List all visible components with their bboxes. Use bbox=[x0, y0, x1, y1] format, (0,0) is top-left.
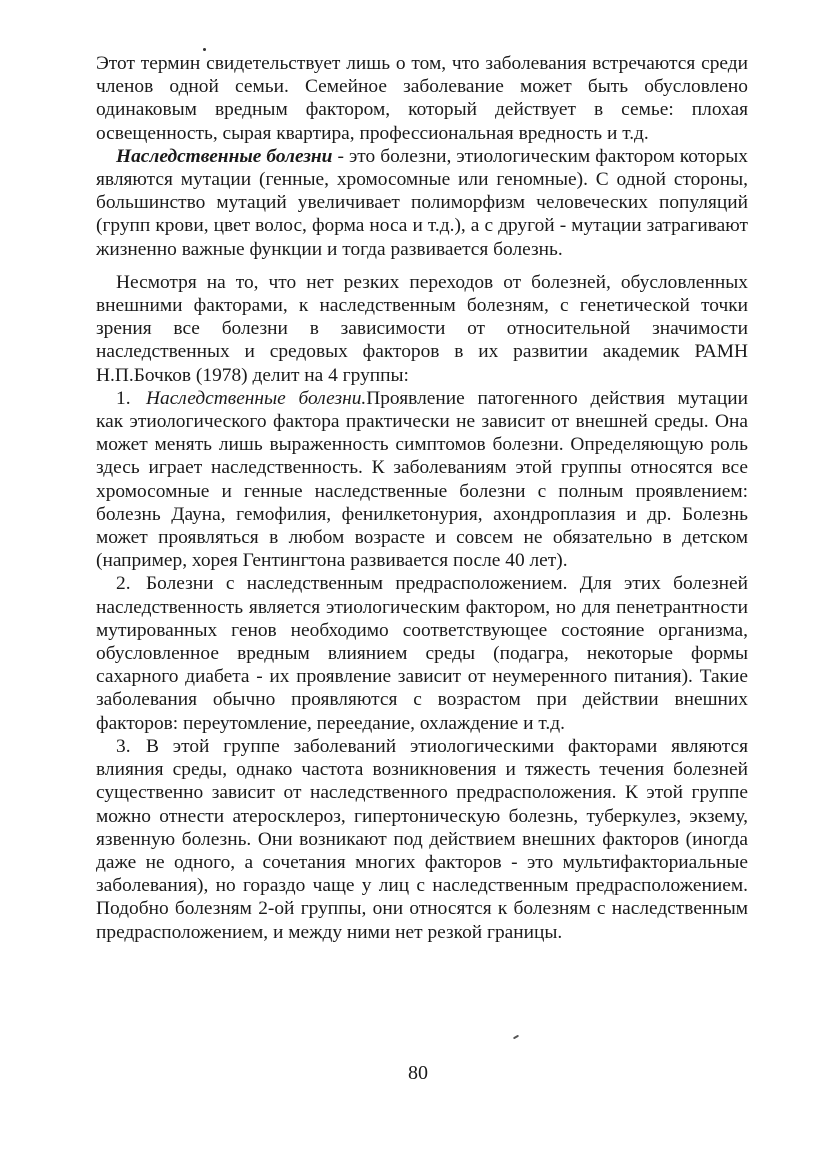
list-item-1-text: Проявление патогенного действия мутации как этиологического фактора практически не зависит от внешней среды. Она может менять лишь выраженность симптомов болезни. Определяющую роль здесь играет наследственность. К заболеваниям этой группы относятся все хромосомные и генные наследственные болезни с полным проявлением: болезнь Дауна, гемофилия, фенилкетонурия, ахондроплазия и др. Болезнь может проявляться в любом возрасте и совсем не обязательно в детском (например, хорея Гентингтона развивается после 40 лет). bbox=[96, 387, 748, 572]
list-item-2-number: 2. bbox=[116, 573, 131, 595]
list-item-1-number: 1. bbox=[116, 387, 131, 409]
scan-mark bbox=[513, 1035, 519, 1040]
paragraph-hereditary-diseases bbox=[96, 145, 748, 261]
term-hereditary-diseases: Наследственные болезни bbox=[116, 145, 333, 167]
paragraph-classification: Несмотря на то, что нет резких переходов от болезней, обусловленных внешними факторами, к наследственным болезням, с генетической точки зрения все болезни в зависимости от относительной значимости наследственных и средовых факторов в их развитии академик РАМН Н.П.Бочков (1978) делит на 4 группы: bbox=[96, 271, 748, 386]
paragraph-family-disease: Этот термин свидетельствует лишь о том, что заболевания встречаются среди членов одной семьи. Семейное заболевание может быть обусловлено одинаковым вредным фактором, который действует в семье: плохая освещенность, сырая квартира, профессиональная вредность и т.д. bbox=[96, 53, 748, 144]
list-item-2 bbox=[96, 572, 748, 734]
document-page bbox=[96, 52, 748, 944]
list-item-3-text: В этой группе заболеваний этиологическими факторами являются влияния среды, однако частота возникновения и тяжесть течения болезней существенно зависит от наследственного предрасположения. К этой группе можно отнести атеросклероз, гипертоническую болезнь, туберкулез, экзему, язвенную болезнь. Они возникают под действием внешних факторов (иногда даже не одного, а сочетания многих факторов - это мультифакториальные заболевания), но гораздо чаще у лиц с наследственным предрасположением. Подобно болезням 2-ой группы, они относятся к болезням с наследственным предрасположением, и между ними нет резкой границы. bbox=[96, 735, 748, 943]
list-item-2-text: Болезни с наследственным предрасположением. Для этих болезней наследственность является этиологическим фактором, но для пенетрантности мутированных генов необходимо соответствующее состояние организма, обусловленное вредным влиянием среды (подагра, некоторые формы сахарного диабета - их проявление зависит от неумеренного питания). Такие заболевания обычно проявляются с возрастом при действии внешних факторов: переутомление, переедание, охлаждение и т.д. bbox=[96, 573, 748, 734]
scan-speck bbox=[203, 48, 206, 51]
list-item-3-number: 3. bbox=[116, 735, 131, 757]
paragraph-hereditary-diseases-text: - это болезни, этиологическим фактором которых являются мутации (генные, хромосомные или геномные). С одной стороны, большинство мутаций увеличивает полиморфизм человеческих популяций (групп крови, цвет волос, форма носа и т.д.), а с другой - мутации затрагивают жизненно важные функции и тогда развивается болезнь. bbox=[96, 145, 748, 260]
list-item-1-term: Наследственные болезни. bbox=[146, 387, 367, 409]
page-number: 80 bbox=[408, 1062, 428, 1084]
list-item-3 bbox=[96, 735, 748, 944]
list-item-1 bbox=[96, 387, 748, 573]
